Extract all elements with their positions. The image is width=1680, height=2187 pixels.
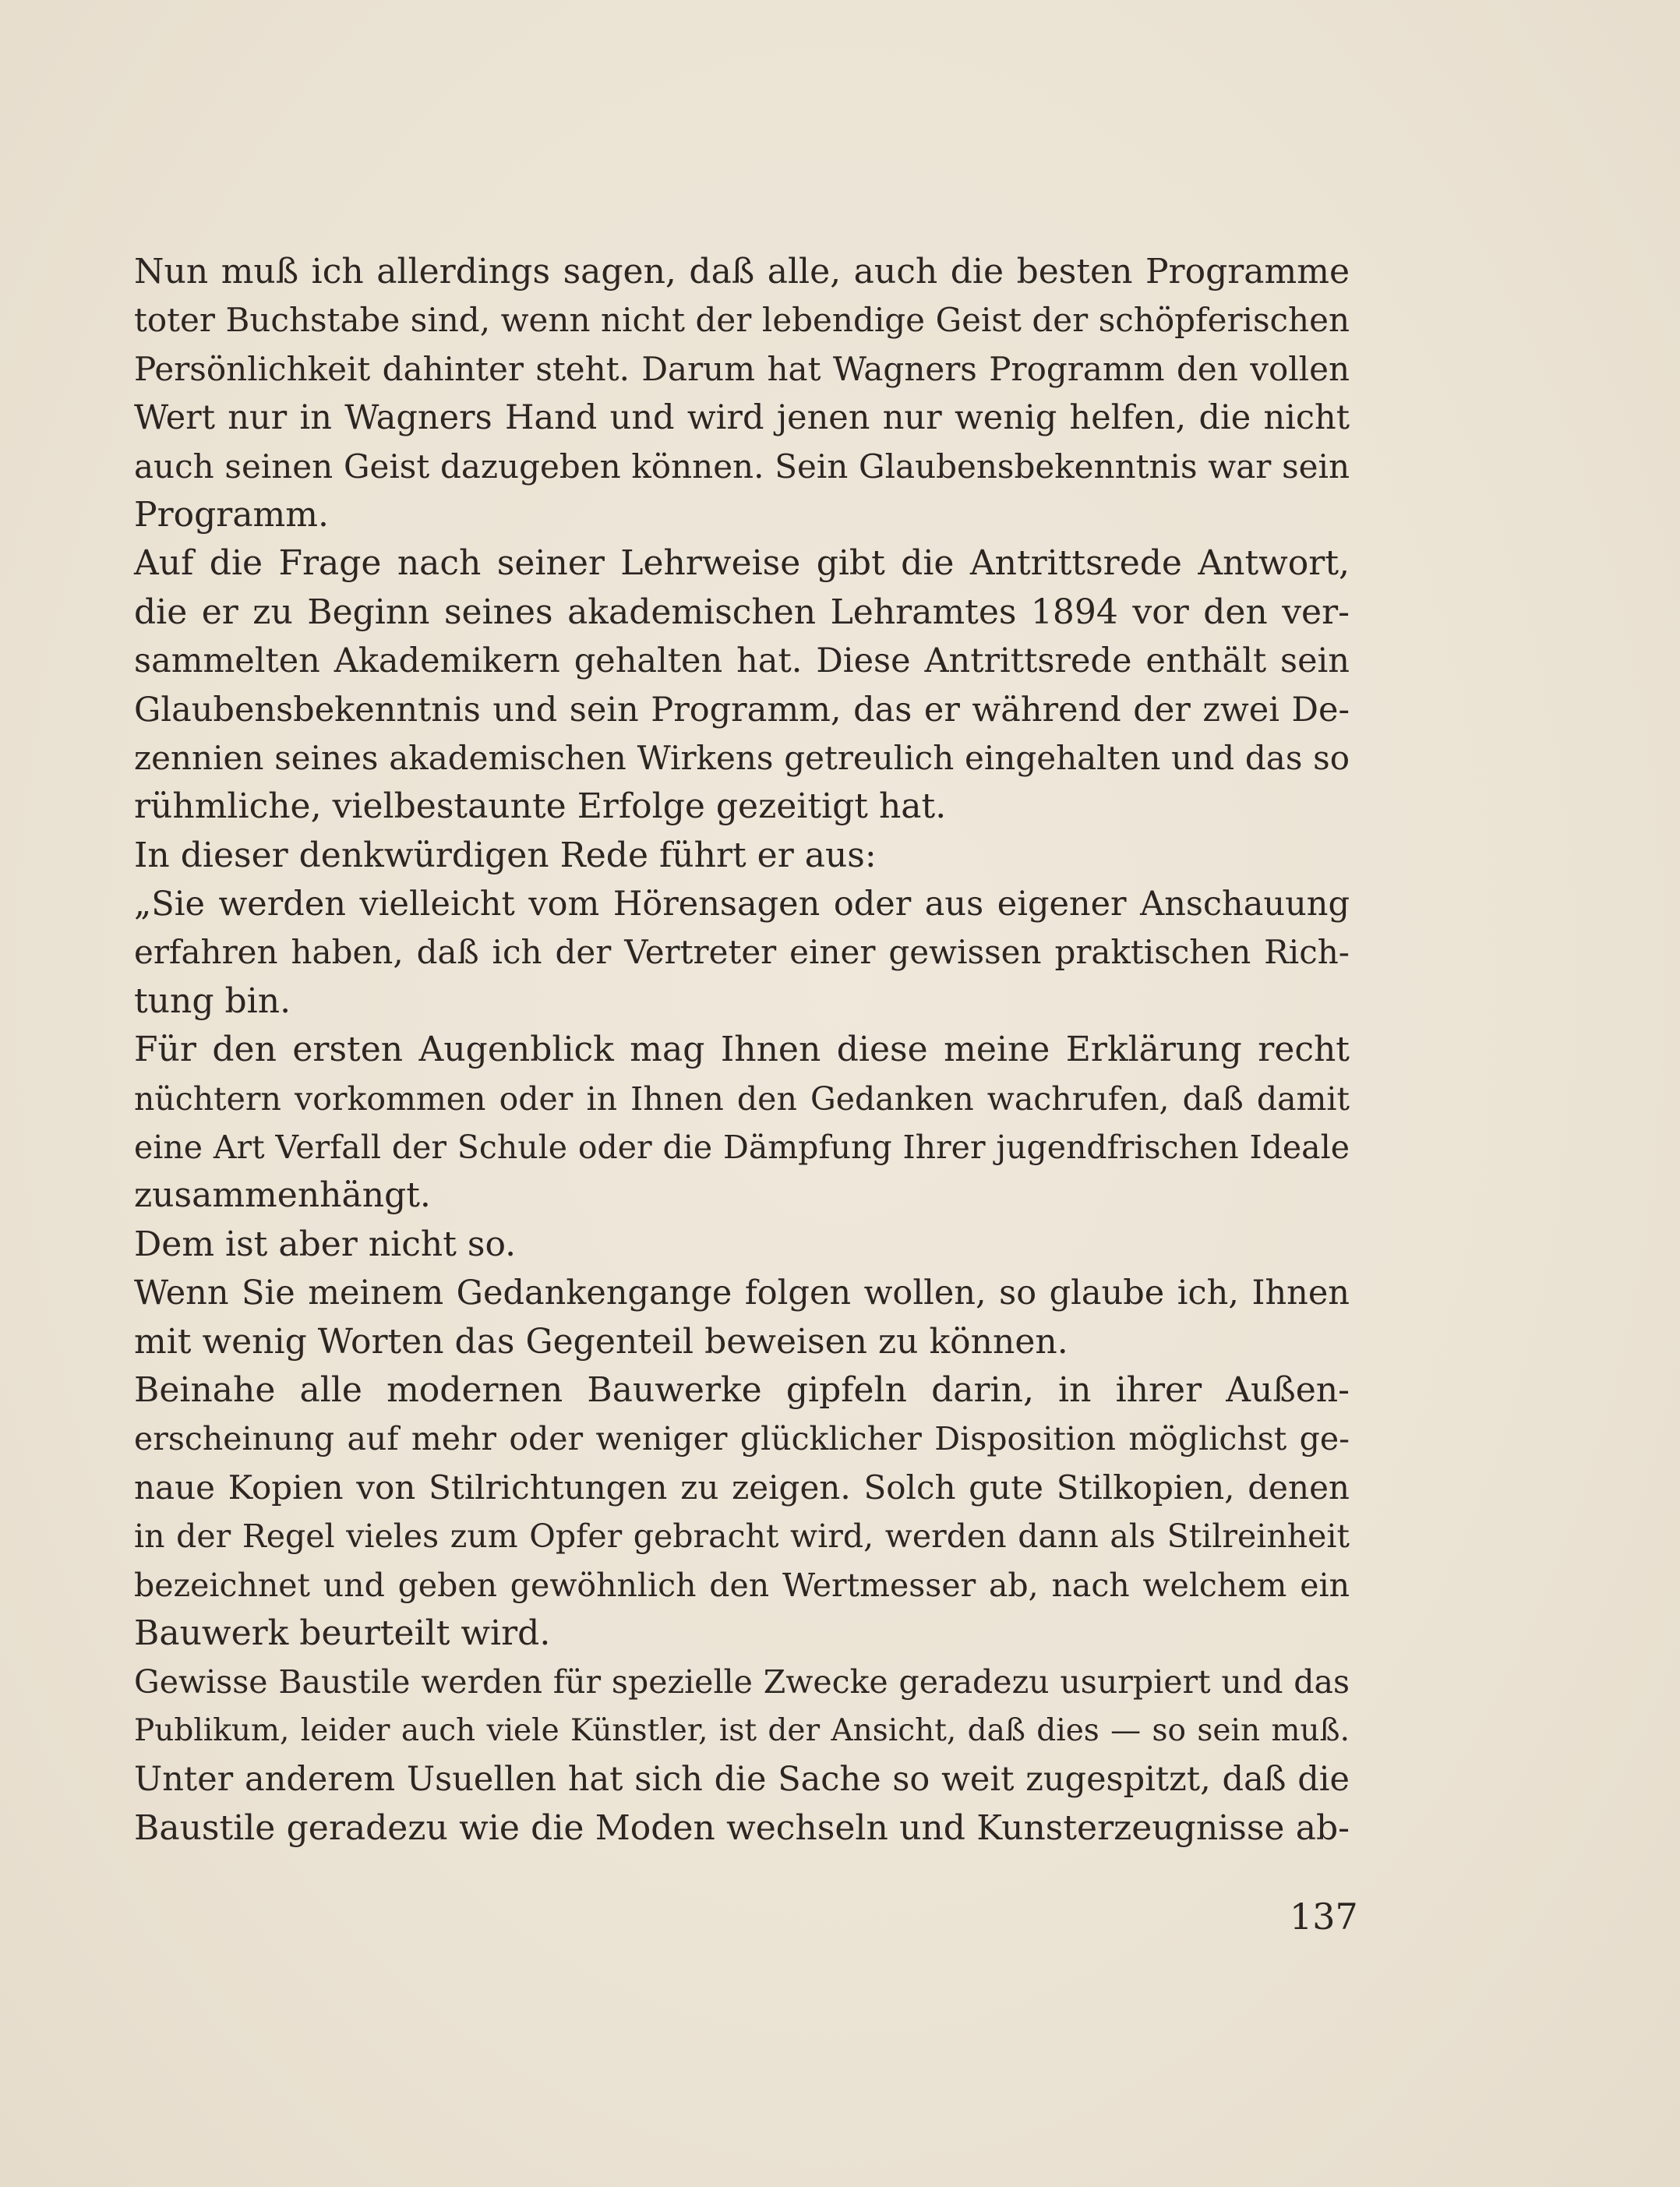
text-line: auch seinen Geist dazugeben können. Sein Glaubensbekenntnis war sein — [134, 447, 1350, 486]
page-number: 137 — [1290, 1896, 1358, 1938]
text-line: nüchtern vorkommen oder in Ihnen den Gedanken wachrufen, daß damit — [134, 1079, 1350, 1118]
text-line: tung bin. — [134, 980, 291, 1021]
text-line: rühmliche, vielbestaunte Erfolge gezeitigt hat. — [134, 786, 947, 827]
text-line: toter Buchstabe sind, wenn nicht der lebendige Geist der schöpferischen — [134, 301, 1350, 340]
text-line: Persönlichkeit dahinter steht. Darum hat Wagners Programm den vollen — [134, 349, 1350, 388]
paragraph — [134, 539, 1350, 831]
text-line: sammelten Akademikern gehalten hat. Diese Antrittsrede enthält sein — [134, 641, 1350, 681]
text-line: Gewisse Baustile werden für spezielle Zwecke geradezu usurpiert und das — [134, 1663, 1350, 1701]
text-line: mit wenig Worten das Gegenteil beweisen zu können. — [134, 1321, 1068, 1362]
text-line: Beinahe alle modernen Bauwerke gipfeln darin, in ihrer Außen- — [134, 1369, 1350, 1410]
body-text — [134, 248, 1350, 1853]
text-line: Glaubensbekenntnis und sein Programm, das er während der zwei De- — [134, 690, 1350, 730]
text-line: erfahren haben, daß ich der Vertreter einer gewissen praktischen Rich- — [134, 933, 1350, 972]
text-line: die er zu Beginn seines akademischen Lehramtes 1894 vor den ver- — [134, 592, 1350, 632]
text-line: zennien seines akademischen Wirkens getreulich eingehalten und das so — [134, 738, 1350, 777]
text-line: Wert nur in Wagners Hand und wird jenen nur wenig helfen, die nicht — [134, 398, 1350, 438]
text-line: erscheinung auf mehr oder weniger glücklicher Disposition möglichst ge- — [134, 1420, 1350, 1458]
paragraph — [134, 1658, 1350, 1755]
paragraph — [134, 1026, 1350, 1221]
paragraph — [134, 1269, 1350, 1366]
text-line: eine Art Verfall der Schule oder die Dämpfung Ihrer jugendfrischen Ideale — [134, 1129, 1350, 1167]
text-line: Nun muß ich allerdings sagen, daß alle, auch die besten Programme — [134, 252, 1350, 291]
paragraph — [134, 880, 1350, 1026]
text-line: Für den ersten Augenblick mag Ihnen diese meine Erklärung recht — [134, 1030, 1350, 1070]
text-line: „Sie werden vielleicht vom Hörensagen oder aus eigener Anschauung — [134, 885, 1350, 924]
paragraph — [134, 832, 1350, 880]
text-line: Publikum, leider auch viele Künstler, ist der Ansicht, daß dies — so sein muß. — [134, 1712, 1350, 1748]
text-line: In dieser denkwürdigen Rede führt er aus: — [134, 835, 877, 875]
text-line: naue Kopien von Stilrichtungen zu zeigen. Solch gute Stilkopien, denen — [134, 1468, 1350, 1507]
paragraph — [134, 1366, 1350, 1658]
text-line: Auf die Frage nach seiner Lehrweise gibt die Antrittsrede Antwort, — [134, 543, 1350, 584]
text-line: Baustile geradezu wie die Moden wechseln und Kunsterzeugnisse ab- — [134, 1807, 1350, 1848]
text-line: bezeichnet und geben gewöhnlich den Wertmesser ab, nach welchem ein — [134, 1566, 1350, 1604]
paragraph — [134, 248, 1350, 539]
text-line: Dem ist aber nicht so. — [134, 1224, 517, 1264]
text-line: Unter anderem Usuellen hat sich die Sache so weit zugespitzt, daß die — [134, 1760, 1350, 1800]
text-line: Wenn Sie meinem Gedankengange folgen wollen, so glaube ich, Ihnen — [134, 1274, 1350, 1313]
paragraph — [134, 1221, 1350, 1269]
text-line: zusammenhängt. — [134, 1175, 431, 1216]
text-line: Bauwerk beurteilt wird. — [134, 1613, 551, 1653]
paragraph — [134, 1755, 1350, 1853]
text-line: Programm. — [134, 494, 329, 535]
text-line: in der Regel vieles zum Opfer gebracht wird, werden dann als Stilreinheit — [134, 1517, 1350, 1556]
